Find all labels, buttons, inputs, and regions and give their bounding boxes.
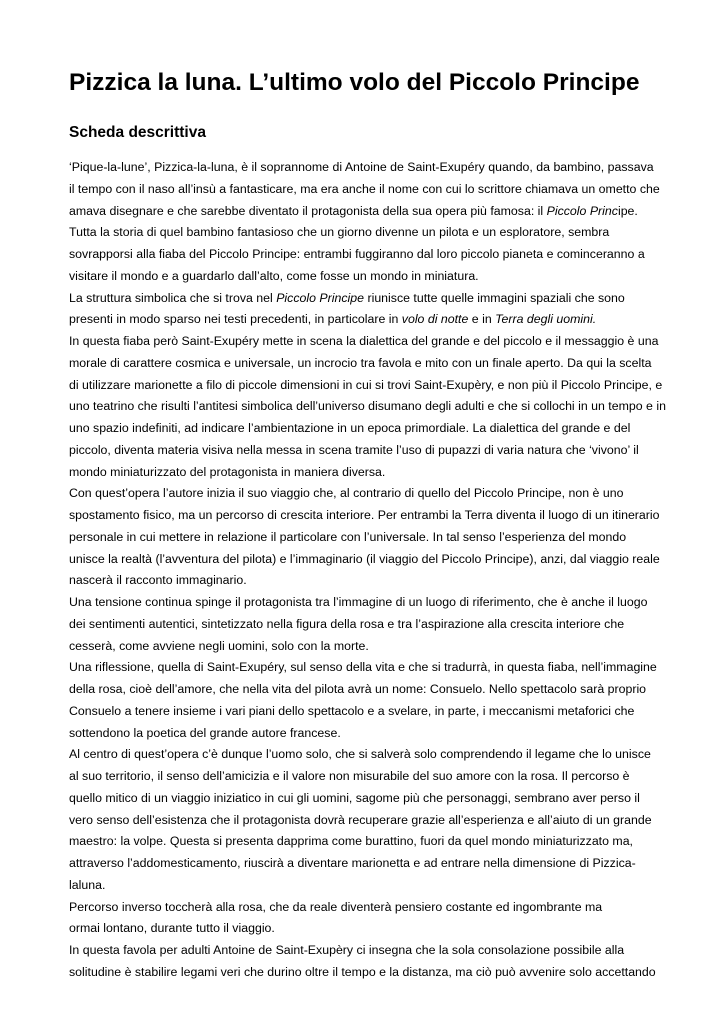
text-run: uno teatrino che risulti l’antitesi simbolica dell’universo disumano degli adulti e che si collochi in un tempo e in [69,399,666,414]
text-line [69,788,669,810]
text-line [69,353,669,375]
text-line [69,875,669,897]
text-run: della rosa, cioè dell’amore, che nella vita del pilota avrà un nome: Consuelo. Nello spettacolo sarà proprio [69,682,647,696]
text-run: solitudine è stabilire legami veri che durino oltre il tempo e la distanza, ma ciò può avvenire solo accettando [69,964,656,979]
text-run: amava disegnare e che sarebbe diventato il protagonista della sua opera più famosa: il [69,203,547,218]
text-line [69,679,669,701]
text-line [69,549,669,571]
text-line [69,766,669,788]
text-run: nascerà il racconto immaginario. [69,573,247,588]
text-run: Percorso inverso toccherà alla rosa, che da reale diventerà pensiero costante ed ingombrante ma [69,899,603,914]
text-run: In questa favola per adulti Antoine de Saint-Exupèry ci insegna che la sola consolazione possibile alla [69,943,625,957]
text-run: personale in cui mettere in relazione il particolare con l’universale. In tal senso l’esperienza del mondo [69,529,627,544]
section-heading: Scheda descrittiva [69,124,206,141]
text-run: Consuelo a tenere insieme i vari piani dello spettacolo e a svelare, in parte, i meccanismi metaforici che [69,703,635,718]
italic-text: Terra degli uomini. [495,312,597,327]
text-run: ipe. [617,203,638,218]
text-run: piccolo, diventa materia visiva nella messa in scena tramite l’uso di pupazzi di varia natura che ‘vivono’ il [69,442,639,457]
text-run: e in [468,312,496,327]
text-line [69,918,669,940]
text-line [69,940,669,962]
text-line [69,831,669,853]
text-run: dei sentimenti autentici, sintetizzato nella figura della rosa e tra l’aspirazione alla crescita interiore che [69,616,625,631]
text-run: di utilizzare marionette a filo di piccole dimensioni in cui si trovi Saint-Exupèry, e non più il Piccolo Principe, e [69,377,663,392]
body-text [69,157,669,984]
text-line [69,201,669,223]
text-run: quello mitico di un viaggio iniziatico in cui gli uomini, sagome più che personaggi, sembrano aver perso il [69,790,640,805]
italic-text: Piccolo Principe [276,290,365,305]
text-line [69,505,669,527]
text-line [69,157,669,179]
text-run: attraverso l’addomesticamento, riuscirà a diventare marionetta e ad entrare nella dimensione di Pizzica- [69,856,636,870]
text-line [69,288,669,310]
text-line [69,396,669,418]
text-run: Al centro di quest’opera c’è dunque l’uomo solo, che si salverà solo comprendendo il legame che lo unisce [69,747,651,762]
text-line [69,592,669,614]
text-line [69,701,669,723]
text-line [69,744,669,766]
text-run: unisce la realtà (l’avventura del pilota) e l’immaginario (il viaggio del Piccolo Principe), anzi, dal viaggio reale [69,551,660,566]
text-run: In questa fiaba però Saint-Exupéry mette in scena la dialettica del grande e del piccolo e il messaggio è una [69,334,659,348]
text-run: Tutta la storia di quel bambino fantasioso che un giorno divenne un pilota e un esploratore, sembra [69,225,610,240]
text-line [69,570,669,592]
text-run: Una riflessione, quella di Saint-Exupéry, sul senso della vita e che si tradurrà, in questa fiaba, nell’immagine [69,660,657,675]
italic-text: Piccolo Princ [546,203,618,218]
text-run: laluna. [69,877,106,892]
text-line [69,483,669,505]
text-run: visitare il mondo e a guardarlo dall’alto, come fosse un mondo in miniatura. [69,268,479,283]
text-line [69,636,669,658]
text-run: presenti in modo sparso nei testi precedenti, in particolare in [69,312,402,327]
text-line [69,244,669,266]
italic-text: volo di notte [401,312,469,327]
text-line [69,266,669,288]
text-line [69,810,669,832]
text-run: ‘Pique-la-lune’, Pizzica-la-luna, è il soprannome di Antoine de Saint-Exupéry quando, da bambino, passava [69,160,654,174]
text-run: mondo miniaturizzato del protagonista in maniera diversa. [69,464,386,479]
text-line [69,331,669,353]
text-line [69,309,669,331]
text-line [69,375,669,397]
text-run: uno spazio indefiniti, ad indicare l’ambientazione in un epoca primordiale. La dialettica del grande e del [69,421,631,435]
text-line [69,657,669,679]
text-run: vero senso dell’esistenza che il protagonista dovrà recuperare grazie all’esperienza e all’aiuto di un grande [69,812,652,827]
text-line [69,614,669,636]
text-run: Una tensione continua spinge il protagonista tra l’immagine di un luogo di riferimento, che è anche il luogo [69,595,648,609]
text-line [69,853,669,875]
text-line [69,897,669,919]
text-run: Con quest’opera l’autore inizia il suo viaggio che, al contrario di quello del Piccolo Principe, non è uno [69,486,624,501]
text-line [69,527,669,549]
text-run: morale di carattere cosmica e universale, un incrocio tra favola e mito con un finale aperto. Da qui la scelta [69,355,652,370]
text-line [69,723,669,745]
text-line [69,222,669,244]
document-title: Pizzica la luna. L’ultimo volo del Piccolo Principe [69,69,640,96]
text-line [69,179,669,201]
text-run: il tempo con il naso all’insù a fantasticare, ma era anche il nome con cui lo scrittore chiamava un ometto che [69,181,660,196]
text-line [69,418,669,440]
text-line [69,462,669,484]
text-run: sovrapporsi alla fiaba del Piccolo Principe: entrambi fuggiranno dal loro piccolo pianeta e cominceranno a [69,247,645,261]
text-run: sottendono la poetica del grande autore francese. [69,725,341,740]
text-run: La struttura simbolica che si trova nel [69,290,277,305]
text-line [69,440,669,462]
text-run: riunisce tutte quelle immagini spaziali che sono [364,290,625,305]
text-run: al suo territorio, il senso dell’amicizia e il valore non misurabile del suo amore con la rosa. Il percorso è [69,769,630,783]
text-run: ormai lontano, durante tutto il viaggio. [69,921,275,936]
text-run: spostamento fisico, ma un percorso di crescita interiore. Per entrambi la Terra diventa il luogo di un itinerario [69,508,660,522]
text-run: maestro: la volpe. Questa si presenta dapprima come burattino, fuori da quel mondo miniaturizzato ma, [69,834,633,849]
text-line [69,962,669,984]
text-run: cesserà, come avviene negli uomini, solo con la morte. [69,638,369,653]
